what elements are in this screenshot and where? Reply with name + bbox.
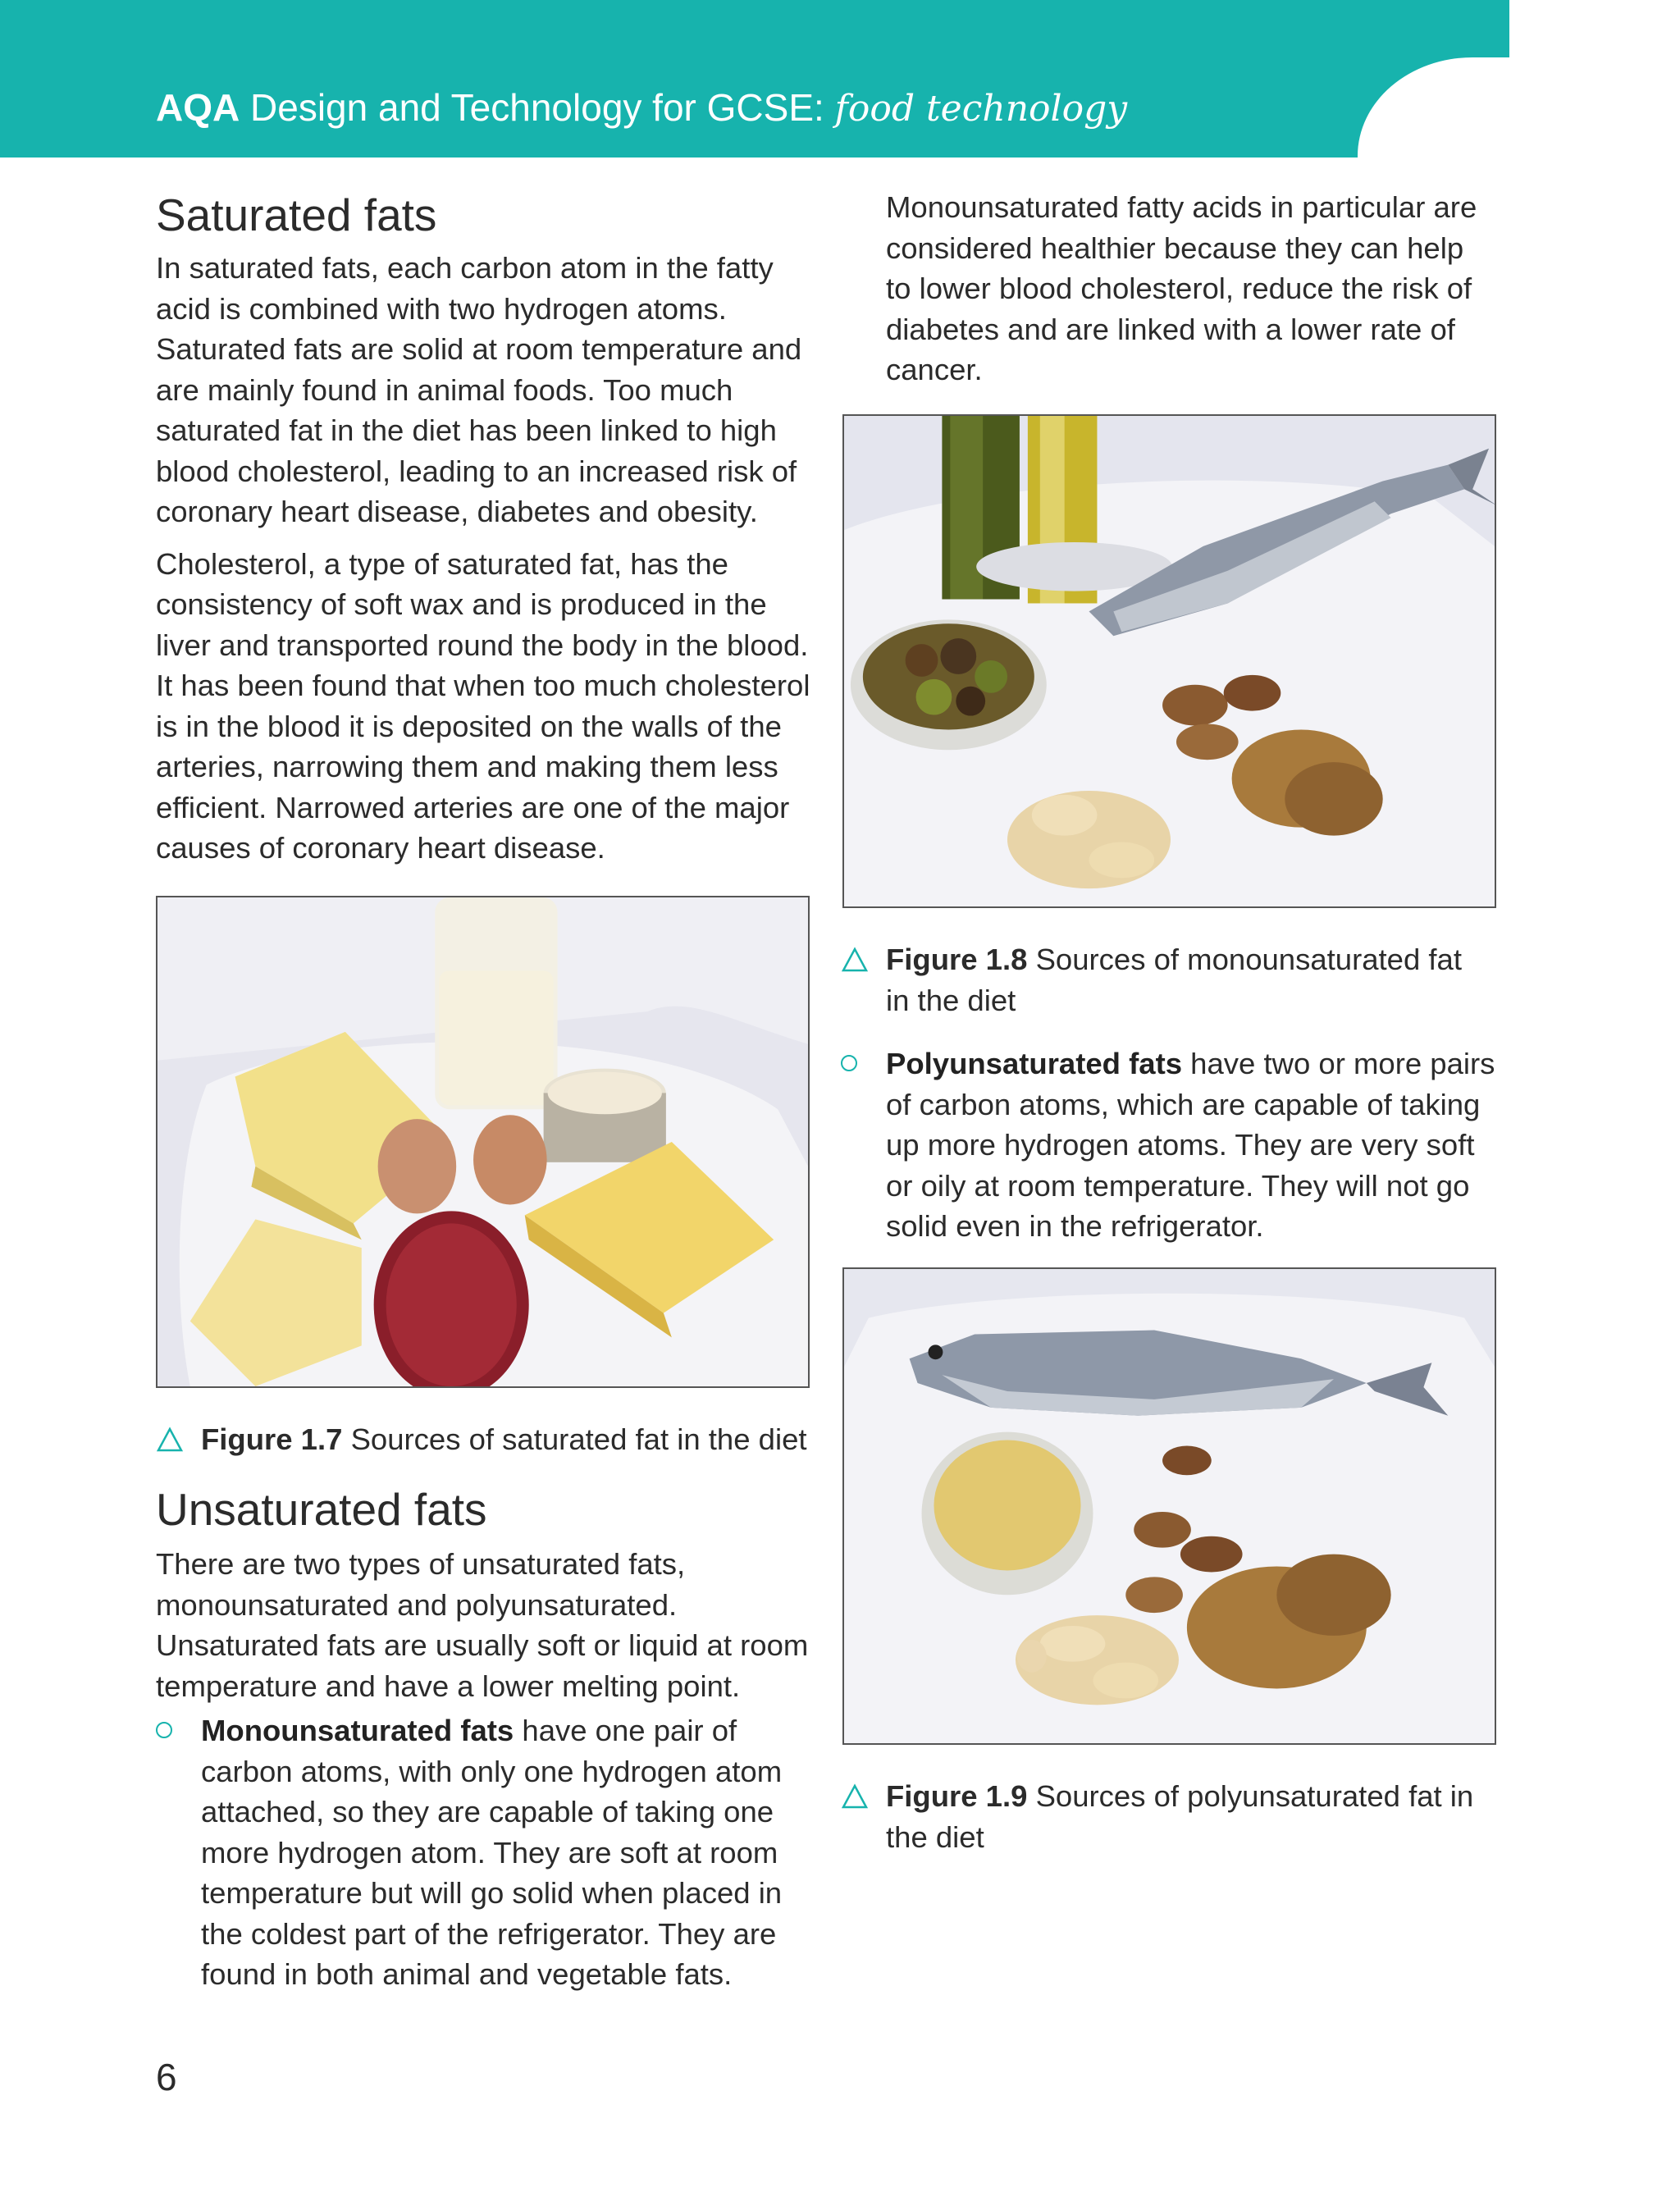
saturated-text xyxy=(156,248,812,880)
bullet-circle-icon xyxy=(841,1055,857,1071)
monounsaturated-text: have one pair of carbon atoms, with only one hydrogen atom attached, so they are capable of taking one more hydrogen atom. They are soft at room temperature but will go solid when placed in the coldest part of the refrigerator. They are found in both animal and vegetable fats. xyxy=(201,1714,783,1991)
figure-1-8-number: Figure 1.8 xyxy=(886,943,1028,976)
header-brand: AQA xyxy=(156,86,240,129)
header-curve xyxy=(1358,57,1509,158)
unsaturated-paragraph-1: There are two types of unsaturated fats, monounsaturated and polyunsaturated. Unsaturated fats are usually soft or liquid at room temperature and have a lower melting point. xyxy=(156,1547,809,1703)
right-column-intro xyxy=(886,187,1493,402)
bullet-circle-icon xyxy=(156,1722,172,1738)
header-subtitle: food technology xyxy=(834,88,1128,130)
triangle-icon xyxy=(841,946,869,974)
monounsaturated-fat-foods-illustration xyxy=(844,416,1495,906)
saturated-paragraph-1: In saturated fats, each carbon atom in the fatty acid is combined with two hydrogen atoms. Saturated fats are solid at room temperature and are mainly found in animal foods. Too much saturated fat in the diet has been linked to high blood cholesterol, leading to an increased risk of coronary heart disease, diabetes and obesity. xyxy=(156,251,802,528)
polyunsaturated-fat-foods-illustration xyxy=(844,1269,1495,1743)
page-number: 6 xyxy=(156,2056,177,2098)
figure-1-7-number: Figure 1.7 xyxy=(201,1422,343,1456)
bullet-monounsaturated xyxy=(201,1710,808,1995)
saturated-fat-foods-illustration xyxy=(158,897,808,1386)
polyunsaturated-text: have two or more pairs of carbon atoms, which are capable of taking up more hydrogen atoms. They are very soft or oily at room temperature. They will not go solid even in the refrigerator. xyxy=(886,1047,1495,1243)
unsaturated-text xyxy=(156,1544,820,1718)
figure-1-7-text: Sources of saturated fat in the diet xyxy=(342,1422,807,1456)
triangle-icon xyxy=(841,1783,869,1810)
header-title xyxy=(156,85,1127,130)
header-book-title: Design and Technology for GCSE: xyxy=(240,86,835,129)
figure-1-8-text: Sources of monounsaturated fat in the diet xyxy=(886,943,1462,1017)
monounsaturated-term: Monounsaturated fats xyxy=(201,1714,514,1747)
heading-unsaturated-fats: Unsaturated fats xyxy=(156,1484,487,1535)
polyunsaturated-term: Polyunsaturated fats xyxy=(886,1047,1183,1080)
saturated-paragraph-2: Cholesterol, a type of saturated fat, has the consistency of soft wax and is produced in the liver and transported round the body in the blood. It has been found that when too much cholesterol is in the blood it is deposited on the walls of the arteries, narrowing them and making them less efficient. Narrowed arteries are one of the major causes of coronary heart disease. xyxy=(156,546,810,865)
bullet-polyunsaturated xyxy=(886,1043,1509,1247)
heading-saturated-fats: Saturated fats xyxy=(156,189,437,240)
figure-1-9-caption xyxy=(886,1776,1509,1857)
figure-1-9-text: Sources of polyunsaturated fat in the diet xyxy=(886,1779,1474,1854)
figure-1-9-image xyxy=(842,1267,1496,1745)
triangle-icon xyxy=(156,1426,184,1454)
figure-1-8-caption xyxy=(886,939,1493,1020)
page-header xyxy=(0,0,1509,158)
monounsaturated-paragraph: Monounsaturated fatty acids in particular are considered healthier because they can help to lower blood cholesterol, reduce the risk of diabetes and are linked with a lower rate of cancer. xyxy=(886,190,1477,386)
figure-1-7-caption xyxy=(201,1419,824,1460)
figure-1-9-number: Figure 1.9 xyxy=(886,1779,1028,1813)
figure-1-7-image xyxy=(156,896,810,1388)
figure-1-8-image xyxy=(842,414,1496,908)
